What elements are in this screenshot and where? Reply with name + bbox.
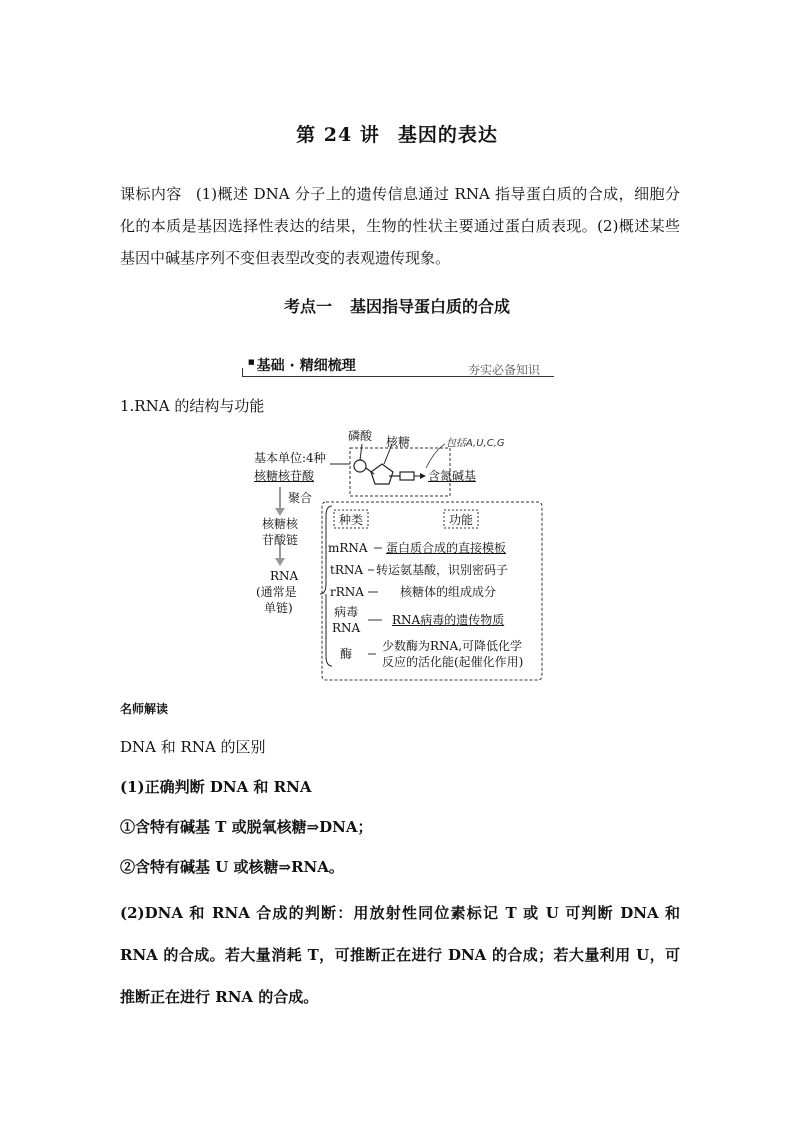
- row-func-rrna: 核糖体的组成成分: [400, 585, 497, 599]
- diff-title: DNA 和 RNA 的区别: [120, 738, 266, 756]
- section-name: 基因指导蛋白质的合成: [350, 297, 511, 316]
- row-type-rrna: rRNA: [330, 585, 364, 599]
- rna-line-1: RNA: [270, 569, 299, 583]
- banner-title-text: 基础 · 精细梳理: [256, 358, 356, 374]
- rna-line-2: (通常是: [256, 585, 297, 599]
- rna-structure-heading: 1.RNA 的结构与功能: [120, 397, 265, 415]
- function-header: 功能: [449, 513, 474, 527]
- row-func-virus: RNA病毒的遗传物质: [392, 613, 505, 627]
- teacher-note-label: 名师解读: [120, 702, 169, 716]
- ribose-label: 核糖: [386, 435, 411, 449]
- chain-line-2: 苷酸链: [262, 533, 299, 547]
- lesson-title: [0, 120, 794, 147]
- row-type-trna: tRNA: [330, 563, 364, 577]
- polymerize-label: 聚合: [288, 491, 313, 505]
- unit-line-2: 核糖核苷酸: [254, 469, 315, 483]
- phosphate-circle: [354, 460, 366, 472]
- unit-line-1: 基本单位:4种: [254, 451, 326, 465]
- rna-line-3: 单链): [264, 601, 293, 615]
- judge-item-1: ①含特有碱基 T 或脱氧核糖⇒DNA；: [120, 818, 373, 836]
- chain-line-1: 核糖核: [262, 517, 299, 531]
- judge-title: (1)正确判断 DNA 和 RNA: [120, 778, 312, 796]
- row-type-enzyme: 酶: [340, 647, 353, 661]
- basics-banner: [242, 351, 554, 377]
- base-rect: [400, 472, 414, 480]
- lesson-name: 基因的表达: [397, 124, 498, 146]
- row-func-mrna: 蛋白质合成的直接模板: [386, 541, 507, 555]
- ribose-pentagon: [371, 464, 393, 484]
- banner-title: [248, 355, 356, 375]
- base-label: 含氮碱基: [428, 469, 477, 483]
- curriculum-text: (1)概述 DNA 分子上的遗传信息通过 RNA 指导蛋白质的合成，细胞分化的本质是基因选择性表达的结果，生物的性状主要通过蛋白质表现。(2)概述某些基因中碱基序列不变但表型改变的表观遗传现象。: [120, 185, 680, 267]
- synthesis-judgement-paragraph: (2)DNA 和 RNA 合成的判断：用放射性同位素标记 T 或 U 可判断 DNA 和 RNA 的合成。若大量消耗 T，可推断正在进行 DNA 的合成；若大量利用 U，可推断正在进行 RNA 的合成。: [120, 904, 680, 1006]
- curriculum-label: 课标内容: [120, 185, 182, 203]
- row-func-enzyme: 少数酶为RNA,可降低化学 反应的活化能(起催化作用): [382, 639, 524, 669]
- judge-item-2: ②含特有碱基 U 或核糖⇒RNA。: [120, 858, 344, 876]
- section-index: 考点一: [283, 297, 332, 316]
- curriculum-content: [120, 178, 680, 274]
- type-header: 种类: [339, 513, 364, 527]
- row-func-trna: 转运氨基酸，识别密码子: [376, 563, 509, 577]
- row-type-mrna: mRNA: [328, 541, 368, 555]
- square-bullet-icon: ■: [248, 358, 255, 366]
- phosphate-label: 磷酸: [348, 429, 373, 443]
- row-type-virus: 病毒 RNA: [332, 605, 361, 635]
- lesson-number: 第 24 讲: [296, 124, 380, 146]
- section-heading: [0, 294, 794, 317]
- banner-subtitle: 夯实必备知识: [467, 363, 540, 377]
- handwritten-note: 包括A,U,C,G: [446, 438, 505, 449]
- rna-concept-diagram: [250, 424, 550, 684]
